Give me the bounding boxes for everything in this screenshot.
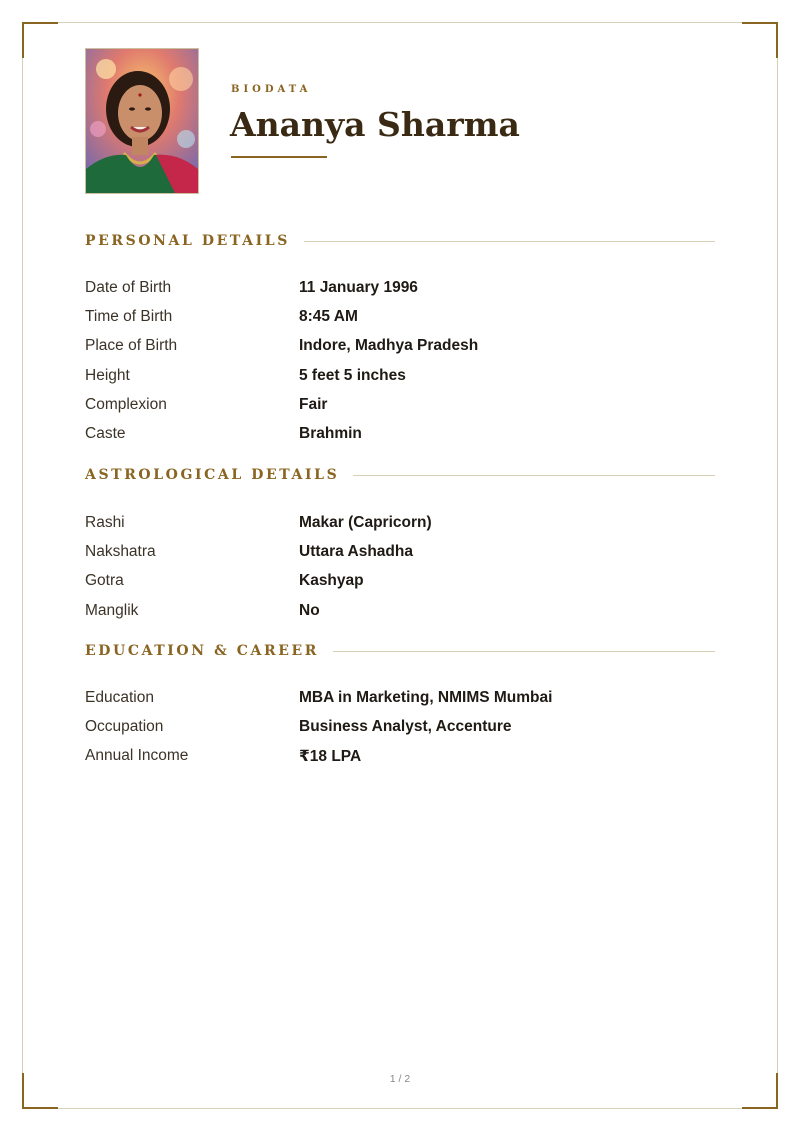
row-label: Place of Birth: [85, 337, 178, 355]
row-value: No: [299, 601, 320, 619]
section-astrological-details: [85, 467, 715, 483]
page-number: 1 / 2: [389, 1073, 411, 1085]
document-kicker: BIODATA: [231, 84, 312, 95]
detail-row-date-of-birth: [85, 273, 715, 302]
row-value: Uttara Ashadha: [299, 542, 413, 560]
section-title: PERSONAL DETAILS: [85, 233, 290, 249]
row-value: Fair: [299, 395, 328, 413]
row-label: Manglik: [85, 601, 139, 619]
candidate-name: Ananya Sharma: [230, 105, 520, 144]
row-value: Kashyap: [299, 572, 364, 590]
row-value: ₹18 LPA: [299, 747, 362, 765]
detail-row-height: [85, 361, 715, 390]
detail-row-complexion: [85, 390, 715, 419]
row-label: Time of Birth: [85, 307, 173, 325]
detail-row-gotra: [85, 567, 715, 596]
detail-row-nakshatra: [85, 537, 715, 566]
row-label: Occupation: [85, 717, 164, 735]
corner-ornament-top-right: [742, 22, 778, 58]
astrological-details-list: [85, 508, 715, 625]
profile-photo: [85, 48, 199, 194]
row-label: Rashi: [85, 513, 125, 531]
row-value: Brahmin: [299, 425, 362, 443]
section-education-career: [85, 643, 715, 659]
row-label: Education: [85, 688, 154, 706]
section-title: ASTROLOGICAL DETAILS: [85, 467, 340, 483]
row-value: Makar (Capricorn): [299, 513, 432, 531]
row-label: Gotra: [85, 572, 124, 590]
section-divider: [304, 241, 715, 242]
detail-row-place-of-birth: [85, 332, 715, 361]
detail-row-time-of-birth: [85, 302, 715, 331]
detail-row-occupation: [85, 712, 715, 741]
section-divider: [353, 475, 715, 476]
row-label: Height: [85, 366, 130, 384]
detail-row-caste: [85, 419, 715, 448]
portrait-illustration: [86, 49, 199, 194]
row-value: 8:45 AM: [299, 307, 358, 325]
personal-details-list: [85, 273, 715, 449]
corner-ornament-top-left: [22, 22, 58, 58]
row-value: MBA in Marketing, NMIMS Mumbai: [299, 688, 553, 706]
section-title: EDUCATION & CAREER: [85, 643, 320, 659]
row-label: Caste: [85, 425, 126, 443]
detail-row-education: [85, 683, 715, 712]
section-personal-details: [85, 233, 715, 249]
row-label: Date of Birth: [85, 278, 172, 296]
name-underline: [231, 156, 327, 158]
section-divider: [333, 651, 715, 652]
row-label: Nakshatra: [85, 542, 156, 560]
row-value: 11 January 1996: [299, 278, 418, 296]
row-label: Complexion: [85, 395, 167, 413]
detail-row-manglik: [85, 596, 715, 625]
row-value: 5 feet 5 inches: [299, 366, 406, 384]
row-value: Business Analyst, Accenture: [299, 717, 512, 735]
detail-row-rashi: [85, 508, 715, 537]
detail-row-annual-income: [85, 742, 715, 771]
row-label: Annual Income: [85, 747, 189, 765]
row-value: Indore, Madhya Pradesh: [299, 337, 479, 355]
education-career-list: [85, 683, 715, 771]
